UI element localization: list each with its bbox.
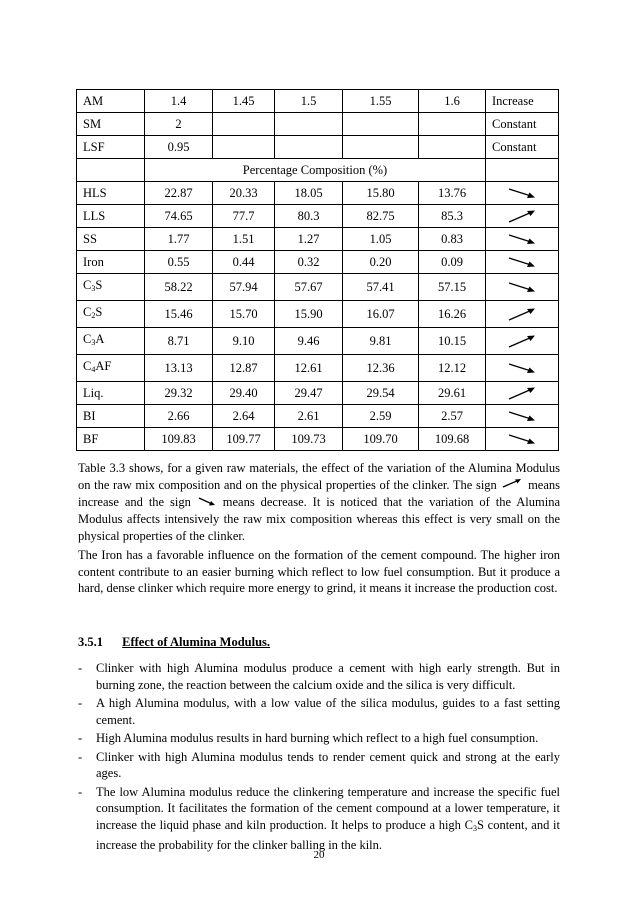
list-item: - A high Alumina modulus, with a low value of the silica modulus, guides to a fast setting cement. bbox=[78, 696, 560, 727]
row-label: $C_2S$ bbox=[77, 301, 145, 328]
table-row bbox=[77, 136, 559, 159]
row-label: SS bbox=[77, 228, 145, 251]
table-row bbox=[77, 274, 559, 301]
arrow-down-icon bbox=[197, 495, 217, 512]
table-cell: 2.66 bbox=[145, 405, 213, 428]
arrow-down-icon bbox=[486, 251, 559, 274]
table-cell: 16.26 bbox=[419, 301, 486, 328]
table-cell: 29.32 bbox=[145, 382, 213, 405]
table-row bbox=[77, 328, 559, 355]
table-cell: 109.70 bbox=[343, 428, 419, 451]
table-cell: 1.5 bbox=[275, 90, 343, 113]
table-cell: 29.54 bbox=[343, 382, 419, 405]
table-cell: 12.36 bbox=[343, 355, 419, 382]
table-cell: 12.87 bbox=[213, 355, 275, 382]
table-cell: 15.80 bbox=[343, 182, 419, 205]
table-cell: 1.45 bbox=[213, 90, 275, 113]
section-heading bbox=[78, 635, 270, 650]
arrow-up-icon bbox=[486, 328, 559, 355]
table-row bbox=[77, 382, 559, 405]
table-row bbox=[77, 301, 559, 328]
table-cell: 77.7 bbox=[213, 205, 275, 228]
row-label: $C_3S$ bbox=[77, 274, 145, 301]
table-cell: 57.15 bbox=[419, 274, 486, 301]
table-cell: 22.87 bbox=[145, 182, 213, 205]
composition-header: Percentage Composition (%) bbox=[145, 159, 486, 182]
row-label: LLS bbox=[77, 205, 145, 228]
table-cell: 12.61 bbox=[275, 355, 343, 382]
table-cell: 0.83 bbox=[419, 228, 486, 251]
list-item: - The low Alumina modulus reduce the clinkering temperature and increase the specific fuel consumption. It facilitates the formation of the cement compound at a lower temperature, it increase the liquid phase and kiln production. It helps to produce a high $C_3S$ content, and it increase the probability for the clinker balling in the kiln. bbox=[78, 784, 560, 852]
trend-text: Constant bbox=[486, 113, 559, 136]
alumina-effects-list bbox=[78, 660, 560, 856]
list-item: - Clinker with high Alumina modulus tends to render cement quick and strong at the early ages. bbox=[78, 749, 560, 780]
trend-text: Constant bbox=[486, 136, 559, 159]
table-cell bbox=[343, 136, 419, 159]
alumina-modulus-table bbox=[76, 89, 559, 451]
row-label: HLS bbox=[77, 182, 145, 205]
arrow-down-icon bbox=[486, 274, 559, 301]
table-cell: 2.59 bbox=[343, 405, 419, 428]
table-cell: 29.47 bbox=[275, 382, 343, 405]
table-cell: 85.3 bbox=[419, 205, 486, 228]
table-cell: 15.90 bbox=[275, 301, 343, 328]
table-row bbox=[77, 90, 559, 113]
row-label: AM bbox=[77, 90, 145, 113]
table-cell: 0.44 bbox=[213, 251, 275, 274]
row-label: Liq. bbox=[77, 382, 145, 405]
table-cell bbox=[486, 159, 559, 182]
arrow-down-icon bbox=[486, 182, 559, 205]
row-label: $C_4AF$ bbox=[77, 355, 145, 382]
list-item: - High Alumina modulus results in hard burning which reflect to a high fuel consumption. bbox=[78, 731, 539, 745]
table-cell: 20.33 bbox=[213, 182, 275, 205]
table-cell: 18.05 bbox=[275, 182, 343, 205]
table-cell bbox=[343, 113, 419, 136]
table-row bbox=[77, 205, 559, 228]
table-cell: 2.64 bbox=[213, 405, 275, 428]
table-cell: 15.46 bbox=[145, 301, 213, 328]
table-cell: 29.40 bbox=[213, 382, 275, 405]
table-cell: 2.61 bbox=[275, 405, 343, 428]
arrow-down-icon bbox=[486, 405, 559, 428]
table-cell bbox=[213, 136, 275, 159]
table-cell: 9.46 bbox=[275, 328, 343, 355]
table-row bbox=[77, 405, 559, 428]
page-number: 20 bbox=[313, 849, 325, 861]
table-cell: 0.95 bbox=[145, 136, 213, 159]
table-cell: 109.73 bbox=[275, 428, 343, 451]
table-cell: 82.75 bbox=[343, 205, 419, 228]
table-cell: 0.20 bbox=[343, 251, 419, 274]
table-cell bbox=[275, 113, 343, 136]
table-cell: 80.3 bbox=[275, 205, 343, 228]
table-cell: 2.57 bbox=[419, 405, 486, 428]
row-label: SM bbox=[77, 113, 145, 136]
section-title: Effect of Alumina Modulus. bbox=[122, 635, 271, 649]
table-row bbox=[77, 251, 559, 274]
table-cell: 58.22 bbox=[145, 274, 213, 301]
arrow-down-icon bbox=[486, 428, 559, 451]
table-cell: 57.41 bbox=[343, 274, 419, 301]
row-label: LSF bbox=[77, 136, 145, 159]
table-cell bbox=[77, 159, 145, 182]
table-cell bbox=[213, 113, 275, 136]
table-cell: 1.4 bbox=[145, 90, 213, 113]
table-row bbox=[77, 159, 559, 182]
table-cell bbox=[419, 136, 486, 159]
table-cell: 0.55 bbox=[145, 251, 213, 274]
table-cell: 9.81 bbox=[343, 328, 419, 355]
paragraph-iron: The Iron has a favorable influence on the formation of the cement compound. The higher iron content contribute to an easier burning which reflect to low fuel consumption. But it produce a hard, dense clinker which require more energy to grind, it means it increase the production cost. bbox=[78, 548, 560, 595]
table-cell: 8.71 bbox=[145, 328, 213, 355]
table-cell bbox=[419, 113, 486, 136]
table-cell: 109.77 bbox=[213, 428, 275, 451]
table-cell: 0.09 bbox=[419, 251, 486, 274]
list-item: - Clinker with high Alumina modulus produce a cement with high early strength. But in burning zone, the reaction between the calcium oxide and the silica is very difficult. bbox=[78, 661, 560, 692]
table-cell: 1.55 bbox=[343, 90, 419, 113]
table-cell: 57.94 bbox=[213, 274, 275, 301]
table-cell: 1.77 bbox=[145, 228, 213, 251]
arrow-up-icon bbox=[486, 205, 559, 228]
table-cell: 74.65 bbox=[145, 205, 213, 228]
table-cell: 1.51 bbox=[213, 228, 275, 251]
table-cell: 15.70 bbox=[213, 301, 275, 328]
table-cell: 0.32 bbox=[275, 251, 343, 274]
table-cell: 13.76 bbox=[419, 182, 486, 205]
arrow-down-icon bbox=[486, 228, 559, 251]
table-cell: 16.07 bbox=[343, 301, 419, 328]
row-label: $C_3A$ bbox=[77, 328, 145, 355]
table-row bbox=[77, 182, 559, 205]
arrow-down-icon bbox=[486, 355, 559, 382]
table-cell: 13.13 bbox=[145, 355, 213, 382]
table-cell bbox=[275, 136, 343, 159]
row-label: BI bbox=[77, 405, 145, 428]
section-number: 3.5.1 bbox=[78, 635, 103, 649]
arrow-up-icon bbox=[486, 382, 559, 405]
table-cell: 109.68 bbox=[419, 428, 486, 451]
table-cell: 10.15 bbox=[419, 328, 486, 355]
trend-text: Increase bbox=[486, 90, 559, 113]
table-cell: 9.10 bbox=[213, 328, 275, 355]
table-row bbox=[77, 113, 559, 136]
table-cell: 1.6 bbox=[419, 90, 486, 113]
paragraph-table-description: Table 3.3 shows, for a given raw materials, the effect of the variation of the Alumina Modulus on the raw mix composition and on the physical properties of the clinker. The sign means increase and the sign means decrease. It is noticed that the variation of the Alumina Modulus affects intensively the raw mix composition whereas this effect is very small on the physical properties of the clinker. bbox=[78, 461, 561, 543]
arrow-up-icon bbox=[486, 301, 559, 328]
table-cell: 1.05 bbox=[343, 228, 419, 251]
table-row bbox=[77, 428, 559, 451]
table-cell: 57.67 bbox=[275, 274, 343, 301]
table-cell: 109.83 bbox=[145, 428, 213, 451]
table-row bbox=[77, 228, 559, 251]
row-label: Iron bbox=[77, 251, 145, 274]
row-label: BF bbox=[77, 428, 145, 451]
table-cell: 12.12 bbox=[419, 355, 486, 382]
table-row bbox=[77, 355, 559, 382]
arrow-up-icon bbox=[500, 477, 524, 494]
table-cell: 1.27 bbox=[275, 228, 343, 251]
table-cell: 2 bbox=[145, 113, 213, 136]
table-cell: 29.61 bbox=[419, 382, 486, 405]
